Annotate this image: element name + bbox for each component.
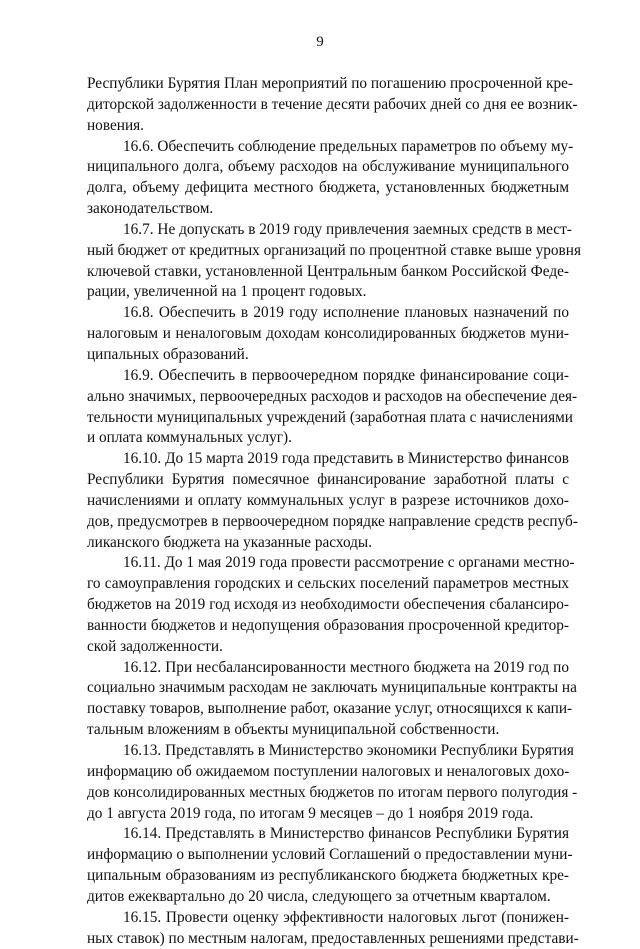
text-line: информацию о выполнении условий Соглашений о предоставлении муни- — [87, 846, 573, 864]
text-line: 16.7. Не допускать в 2019 году привлечения заемных средств в мест- — [123, 220, 572, 238]
text-line: законодательством. — [87, 200, 214, 218]
text-line: 16.13. Представлять в Министерство экономики Республики Бурятия — [123, 742, 574, 759]
text-line: 16.15. Провести оценку эффективности налоговых льгот (понижен- — [123, 908, 569, 926]
text-line: ванности бюджетов и недопущения образования просроченной кредитор- — [87, 616, 569, 634]
text-line: 16.14. Представлять в Министерство финансов Республики Бурятия — [123, 825, 569, 843]
text-line: социально значимым расходам не заключать муниципальные контракты на — [87, 679, 577, 697]
text-line: налоговым и неналоговым доходам консолидированных бюджетов муни- — [87, 325, 569, 343]
text-line: бюджетов на 2019 год исходя из необходимости обеспечения сбалансиро- — [87, 596, 569, 614]
text-line: ный бюджет от кредитных организаций по процентной ставке выше уровня — [87, 241, 581, 259]
text-line: новения. — [87, 116, 144, 134]
text-line: го самоуправления городских и сельских поселений параметров местных — [87, 575, 569, 593]
text-line: 16.10. До 15 марта 2019 года представить в Министерство финансов — [123, 450, 569, 468]
text-line: ской задолженности. — [87, 637, 223, 655]
text-line: Республики Бурятия помесячное финансирование заработной платы с — [87, 471, 569, 489]
text-line: дов, предусмотрев в первоочередном порядке направление средств респуб- — [87, 512, 578, 530]
text-line: рации, увеличенной на 1 процент годовых. — [87, 283, 367, 301]
text-line: дитов ежеквартально до 20 числа, следующего за отчетным кварталом. — [87, 887, 551, 905]
text-line: 16.8. Обеспечить в 2019 году исполнение плановых назначений по — [123, 304, 569, 322]
text-line: 16.11. До 1 мая 2019 года провести рассмотрение с органами местно- — [123, 554, 575, 572]
text-line: до 1 августа 2019 года, по итогам 9 месяцев – до 1 ноября 2019 года. — [87, 804, 534, 822]
text-line: начислениями и оплату коммунальных услуг в разрезе источников дохо- — [87, 491, 569, 509]
text-line: дов консолидированных местных бюджетов по итогам первого полугодия - — [87, 783, 578, 801]
text-line: информацию об ожидаемом поступлении налоговых и неналоговых дохо- — [87, 762, 570, 780]
text-line: 16.9. Обеспечить в первоочередном порядке финансирование соци- — [123, 366, 569, 384]
text-line: диторской задолженности в течение десяти рабочих дней со дня ее возник- — [87, 95, 578, 113]
document-body — [87, 74, 581, 949]
text-line: 16.12. При несбалансированности местного бюджета на 2019 год по — [123, 658, 569, 676]
text-line: поставку товаров, выполнение работ, оказание услуг, относящихся к капи- — [87, 700, 573, 718]
text-line: и оплата коммунальных услуг). — [87, 429, 292, 447]
text-line: 16.6. Обеспечить соблюдение предельных параметров по объему му- — [123, 137, 574, 155]
text-line: тальным вложениям в объекты муниципальной собственности. — [87, 721, 500, 739]
text-line: долга, объему дефицита местного бюджета, установленных бюджетным — [87, 179, 569, 197]
text-line: ниципального долга, объему расходов на обслуживание муниципального — [87, 158, 569, 176]
text-line: тельности муниципальных учреждений (заработная плата с начислениями — [87, 408, 573, 426]
text-line: ципальным образованиям из республиканского бюджета бюджетных кре- — [87, 867, 569, 885]
text-line: ных ставок) по местным налогам, предоставленных решениями представи- — [87, 929, 579, 947]
text-line: ключевой ставки, установленной Центральным банком Российской Феде- — [87, 262, 569, 280]
page-number: 9 — [316, 34, 324, 50]
text-line: Республики Бурятия План мероприятий по погашению просроченной кре- — [87, 75, 573, 92]
text-line: ально значимых, первоочередных расходов и расходов на обеспечение дея- — [87, 387, 578, 405]
text-line: ципальных образований. — [87, 345, 249, 363]
text-line: ликанского бюджета на указанные расходы. — [87, 533, 373, 551]
